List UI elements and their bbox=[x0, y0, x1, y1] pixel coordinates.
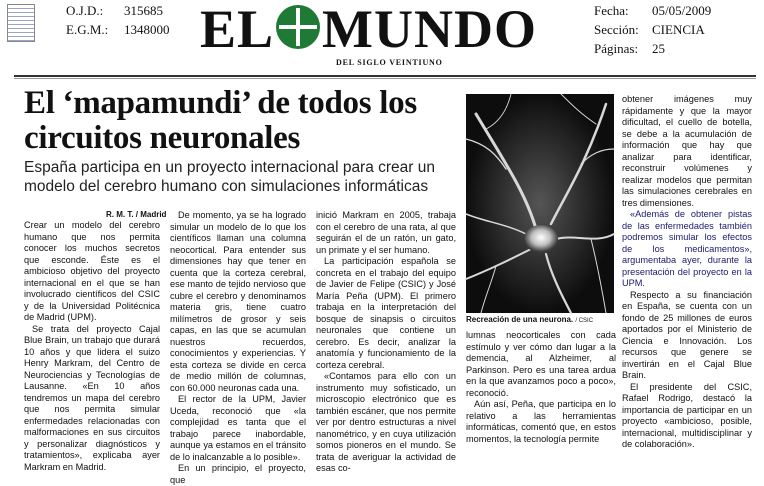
fecha-value: 05/05/2009 bbox=[652, 3, 712, 18]
egm-label: E.G.M.: bbox=[66, 22, 109, 37]
article-byline: R. M. T. / Madrid bbox=[106, 210, 167, 219]
paginas-line bbox=[594, 40, 665, 58]
seccion-label: Sección: bbox=[594, 22, 639, 37]
ojd-line bbox=[66, 2, 163, 20]
header-rule bbox=[14, 75, 756, 77]
neuron-illustration bbox=[466, 94, 614, 313]
article-headline: El ‘mapamundi’ de todos los circuitos neuronales bbox=[24, 85, 417, 156]
clipping-thumbnail-icon bbox=[7, 4, 35, 42]
paragraph: inició Markram en 2005, trabaja con el cerebro de una rata, al que seguirán el de un ratón, un gato, un primate y el ser humano. bbox=[316, 210, 456, 255]
paragraph: La participación española se concreta en el trabajo del equipo de Javier de Felipe (CSIC) y José María Peña (UPM). El primero trabaja en la interpretación del bosque de sinapsis o circuitos neuronales que contiene un cerebro. Es decir, analizar la anatomía y funcionamiento de la corteza cerebral. bbox=[316, 256, 456, 370]
seccion-value: CIENCIA bbox=[652, 22, 705, 37]
article-column-1 bbox=[24, 220, 160, 472]
article-column-3 bbox=[316, 210, 456, 473]
caption-text: Recreación de una neurona. bbox=[466, 315, 574, 324]
el-mundo-logo bbox=[200, 0, 588, 59]
paragraph: lumnas neocorticales con cada estímulo y ver cómo dan lugar a la demencia, al Alzheimer, al Parkinson. Pero es una tarea ardua en la que avanzamos poco a poco», reconoció. bbox=[466, 330, 616, 398]
caption-credit: / CSIC bbox=[575, 318, 594, 324]
paragraph: Aún así, Peña, que participa en lo relativo a las herramientas informáticas, comentó que, en estos momentos, la tecnología permite bbox=[466, 399, 616, 444]
neuron-photo bbox=[466, 94, 614, 313]
article-subtitle: España participa en un proyecto internacional para crear un modelo del cerebro humano con simulaciones informáticas bbox=[24, 159, 436, 195]
fecha-label: Fecha: bbox=[594, 3, 629, 18]
article-column-4 bbox=[466, 330, 616, 446]
paragraph: De momento, ya se ha logrado simular un modelo de lo que los científicos llaman una columna neocortical. Para entender sus dimensiones hay que tener en cuenta que la corteza cerebral, ese manto de tejido nervioso que cubre el cerebro y denominamos materia gris, tiene cuatro milímetros de grosor y seis capas, en las que se acumulan nuestros recuerdos, conocimientos y experiencias. Y esta corteza se divide en cerca de medio millón de columnas, con 60.000 neuronas cada una. bbox=[170, 210, 306, 393]
paragraph: Se trata del proyecto Cajal Blue Brain, un trabajo que durará 10 años y que lidera el suizo Henry Markram, del Centro de Neurociencias y Tecnologías de Lausanne. «En 10 años tendremos un mapa del cerebro que nos permita simular enfermedades relacionadas con malformaciones en sus circuitos y personalizar diagnósticos y tratamientos», explicaba ayer Markram en Madrid. bbox=[24, 323, 160, 472]
paragraph: En un principio, el proyecto, que bbox=[170, 463, 306, 485]
paragraph: obtener imágenes muy rápidamente y que la mayor dificultad, el cuello de botella, se debe a la acumulación de información que hay que analizar para identificar, reconstruir volúmenes y realizar modelos que permitan las simulaciones cerebrales en tres dimensiones. bbox=[622, 94, 752, 208]
photo-caption bbox=[466, 315, 616, 324]
paginas-label: Páginas: bbox=[594, 41, 639, 56]
fecha-line bbox=[594, 2, 711, 20]
paragraph: El rector de la UPM, Javier Uceda, reconoció que «la complejidad es tanta que el trabajo parece inabordable, aunque ya estamos en el tránsito de lo inalcanzable a lo posible». bbox=[170, 394, 306, 462]
paragraph: Respecto a su financiación en España, se cuenta con un fondo de 25 millones de euros aportados por el Ministerio de Ciencia e Innovación. Los recursos que genere se invertirán en el Cajal Blue Brain. bbox=[622, 289, 752, 380]
paginas-value: 25 bbox=[652, 41, 665, 56]
paragraph: Crear un modelo del cerebro humano que nos permita conocer los muchos secretos que esconde. Éste es el ambicioso objetivo del proyecto internacional en el que se han involucrado científicos del CSIC y de la Universidad Politécnica de Madrid (UPM). bbox=[24, 220, 160, 322]
slogan: DEL SIGLO VEINTIUNO bbox=[336, 58, 443, 67]
logo-mundo: MUNDO bbox=[322, 0, 538, 59]
ojd-value: 315685 bbox=[124, 3, 163, 18]
egm-line bbox=[66, 21, 170, 39]
article-column-2 bbox=[170, 210, 306, 485]
ojd-label: O.J.D.: bbox=[66, 3, 104, 18]
logo-el: EL bbox=[200, 0, 275, 59]
article-column-5 bbox=[622, 94, 752, 449]
paragraph: «Además de obtener pistas de las enfermedades también podremos simular los efectos de los medicamentos», argumentaba ayer, durante la presentación del proyecto en la UPM. bbox=[622, 209, 752, 288]
header-rule-thin bbox=[14, 78, 756, 79]
seccion-line bbox=[594, 21, 705, 39]
egm-value: 1348000 bbox=[124, 22, 170, 37]
paragraph: El presidente del CSIC, Rafael Rodrigo, destacó la importancia de participar en un proyecto «ambicioso, posible, internacional, multidisciplinar y de colaboración». bbox=[622, 381, 752, 449]
globe-icon bbox=[276, 5, 320, 49]
paragraph: «Contamos para ello con un instrumento muy sofisticado, un microscopio electrónico que es también escáner, que nos permite ver por dentro estructuras a nivel nanométrico, y en cuya utilización somos pioneros en el mundo. Se trata de averiguar la actividad de esas co- bbox=[316, 371, 456, 473]
